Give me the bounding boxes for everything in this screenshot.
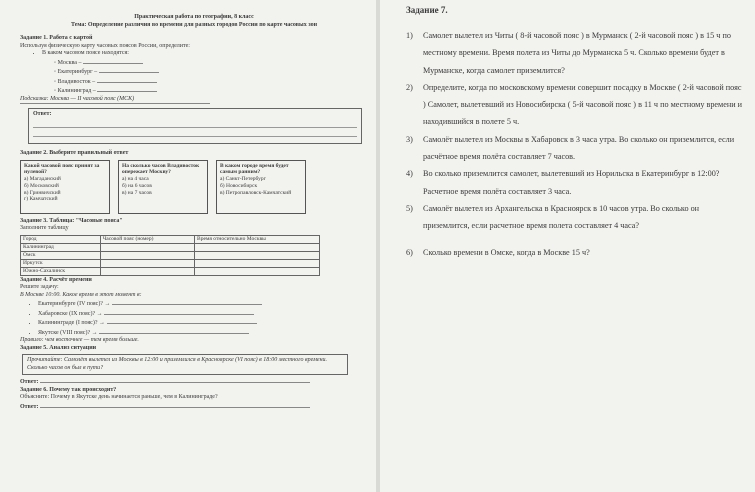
answer-label: Ответ: <box>33 111 52 117</box>
option[interactable]: в) на 7 часов <box>122 189 152 196</box>
option[interactable]: в) Петропавловск-Камчатский <box>220 189 292 196</box>
task-5 <box>20 345 368 387</box>
task-1-hint: Подсказка: Москва — II часовой пояс (МСК) <box>20 96 210 105</box>
list-item: 5) Самолёт вылетел из Архангельска в Красноярск в 10 часов утра. Во сколько он приземлится, если расчетное время полета составляет 4 часа? <box>406 203 700 231</box>
list-item: 4) Во сколько приземлится самолет, вылетевший из Норильска в Екатеринбург в 12:00? Расчетное время полёта составляет 3 часа. <box>406 169 720 196</box>
task-4-condition: В Москве 10:00. Какое время в этот момент в: <box>20 291 142 298</box>
answer-blank[interactable] <box>112 299 262 305</box>
table-row: Омск <box>21 251 320 259</box>
list-item: 1) Самолет вылетел из Читы ( 8-й часовой пояс ) в Мурманск ( 2-й часовой пояс ) в 15 ч по местному времени. Время полета из Читы до Мурманска 5 ч. Сколько времени будет в Мурманске, когда самолет приземлится? <box>406 31 731 75</box>
list-item: ◦ Калининград – <box>54 86 368 96</box>
worksheet-title: Практическая работа по географии, 8 класс <box>134 14 254 20</box>
task-3-sub: Заполните таблицу <box>20 225 69 231</box>
list-item: 3) Самолёт вылетел из Москвы в Хабаровск в 3 часа утра. Во сколько он приземлится, если расчётное время полёта составляет 7 часов. <box>406 134 735 162</box>
option[interactable]: а) на 4 часа <box>122 176 149 183</box>
option[interactable]: а) Магаданский <box>24 176 61 183</box>
task-1-city-list <box>20 58 368 96</box>
task-6-heading: Задание 6. Почему так происходит? <box>20 386 117 393</box>
task-3 <box>20 218 368 276</box>
option[interactable]: а) Санкт-Петербург <box>220 176 266 183</box>
task-5-text-box: Прочитайте: Самолёт вылетел из Москвы в 12:00 и приземлился в Красноярске (VI пояс) в 18:00 местного времени. Сколько часов он был в пути? <box>22 354 348 375</box>
option[interactable]: в) Гринвичский <box>24 189 61 196</box>
table-row: Калининград <box>21 243 320 251</box>
table-header: Город <box>21 235 101 243</box>
answer-blank[interactable] <box>99 67 159 73</box>
answer-blank[interactable] <box>97 77 157 83</box>
worksheet-right-page <box>380 0 755 492</box>
option[interactable]: б) на 6 часов <box>122 182 152 189</box>
task-7-heading: Задание 7. <box>406 5 448 15</box>
spacer <box>406 235 745 244</box>
list-item: • Хабаровске (IX пояс)? → <box>38 309 368 319</box>
question-box: На сколько часов Владивосток опережает Москву? а) на 4 часа б) на 6 часов в) на 7 часов <box>118 160 208 214</box>
task-1 <box>20 35 368 144</box>
answer-label: Ответ: <box>20 403 39 410</box>
task-6-text: Объясните: Почему в Якутске день начинается раньше, чем в Калининграде? <box>20 394 218 400</box>
list-item: ◦ Владивосток – <box>54 77 368 87</box>
answer-blank[interactable] <box>40 402 310 408</box>
task-5-heading: Задание 5. Анализ ситуации <box>20 344 97 351</box>
task-1-instruction: Используя физическую карту часовых поясов России, определите: <box>20 42 190 49</box>
answer-blank[interactable] <box>83 58 143 64</box>
answer-blank[interactable] <box>99 328 249 334</box>
task-7-list <box>406 27 745 261</box>
option[interactable]: г) Камчатский <box>24 196 58 203</box>
table-header: Часовой пояс (номер) <box>100 235 194 243</box>
task-1-heading: Задание 1. Работа с картой <box>20 35 93 41</box>
task-4-heading: Задание 4. Расчёт времени <box>20 276 92 283</box>
option[interactable]: б) Московский <box>24 182 59 189</box>
table-row: Иркутск <box>21 259 320 267</box>
list-item: • Якутске (VIII пояс)? → <box>38 328 368 338</box>
task-2-heading: Задание 2. Выберите правильный ответ <box>20 150 129 156</box>
question-box: В каком городе время будет самым ранним? а) Санкт-Петербург б) Новосибирск в) Петропавловск-Камчатский <box>216 160 306 214</box>
list-item: • Екатеринбурге (IV пояс)? → <box>38 299 368 309</box>
list-item: ◦ Москва – <box>54 58 368 68</box>
list-item: 2) Определите, когда по московскому времени совершит посадку в Москве ( 2-й часовой пояс ) Самолет, вылетевший из Новосибирска ( 5-й часовой пояс ) в 11 ч по местному времени и находившийся в полете 5 ч. <box>406 82 743 127</box>
task-2 <box>20 150 368 214</box>
answer-blank[interactable] <box>107 318 257 324</box>
table-header: Время относительно Москвы <box>195 235 320 243</box>
answer-blank[interactable] <box>40 377 310 383</box>
list-item: • Калининграде (I пояс)? → <box>38 318 368 328</box>
option[interactable]: б) Новосибирск <box>220 182 258 189</box>
task-3-heading: Задание 3. Таблица: "Часовые пояса" <box>20 217 123 224</box>
time-zone-table <box>20 235 320 276</box>
answer-blank[interactable] <box>97 86 157 92</box>
task-4-note: Правило: чем восточнее — тем время больше. <box>20 337 139 343</box>
task-4 <box>20 277 368 345</box>
worksheet-topic: Тема: Определение различия во времени для разных городов России по карте часовых зон <box>70 21 318 28</box>
list-item: 6) Сколько времени в Омске, когда в Москве 15 ч? <box>406 247 590 257</box>
worksheet-left-page <box>0 0 376 492</box>
question-box: Какой часовой пояс принят за нулевой? а) Магаданский б) Московский в) Гринвичский г) Камчатский <box>20 160 110 214</box>
task-6 <box>20 387 368 412</box>
answer-label: Ответ: <box>20 379 39 385</box>
task-4-sub: Решите задачу: <box>20 284 59 290</box>
list-item: ◦ Екатеринбург – <box>54 67 368 77</box>
answer-blank[interactable] <box>104 309 254 315</box>
table-row: Южно-Сахалинск <box>21 267 320 275</box>
task-1-answer-box[interactable] <box>28 108 362 144</box>
task-1-bullet: • В каком часовом поясе находятся: <box>42 50 368 58</box>
